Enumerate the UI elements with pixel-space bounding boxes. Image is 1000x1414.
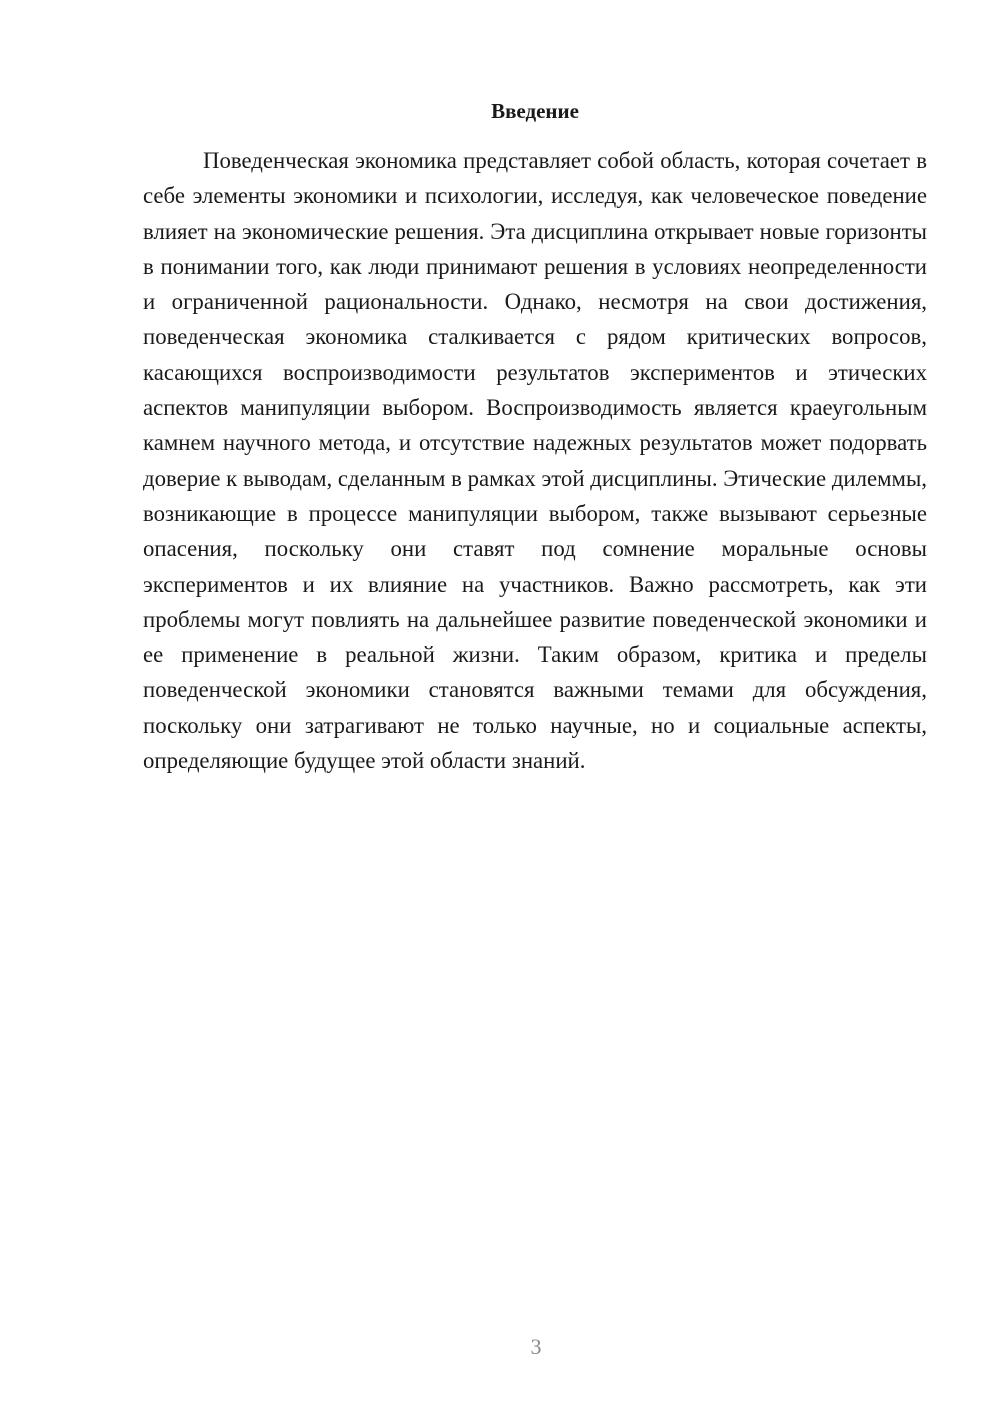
section-heading: Введение: [491, 99, 579, 123]
body-paragraph: Поведенческая экономика представляет собой область, которая сочетает в себе элементы экономики и психологии, исследуя, как человеческое поведение влияет на экономические решения. Эта дисциплина открывает новые горизонты в понимании того, как люди принимают решения в условиях неопределенности и ограниченной рациональности. Однако, несмотря на свои достижения, поведенческая экономика сталкивается с рядом критических вопросов, касающихся воспроизводимости результатов экспериментов и этических аспектов манипуляции выбором. Воспроизводимость является краеугольным камнем научного метода, и отсутствие надежных результатов может подорвать доверие к выводам, сделанным в рамках этой дисциплины. Этические дилеммы, возникающие в процессе манипуляции выбором, также вызывают серьезные опасения, поскольку они ставят под сомнение моральные основы экспериментов и их влияние на участников. Важно рассмотреть, как эти проблемы могут повлиять на дальнейшее развитие поведенческой экономики и ее применение в реальной жизни. Таким образом, критика и пределы поведенческой экономики становятся важными темами для обсуждения, поскольку они затрагивают не только научные, но и социальные аспекты, определяющие будущее этой области знаний.: [143, 148, 927, 774]
page-number: 3: [530, 1334, 542, 1359]
